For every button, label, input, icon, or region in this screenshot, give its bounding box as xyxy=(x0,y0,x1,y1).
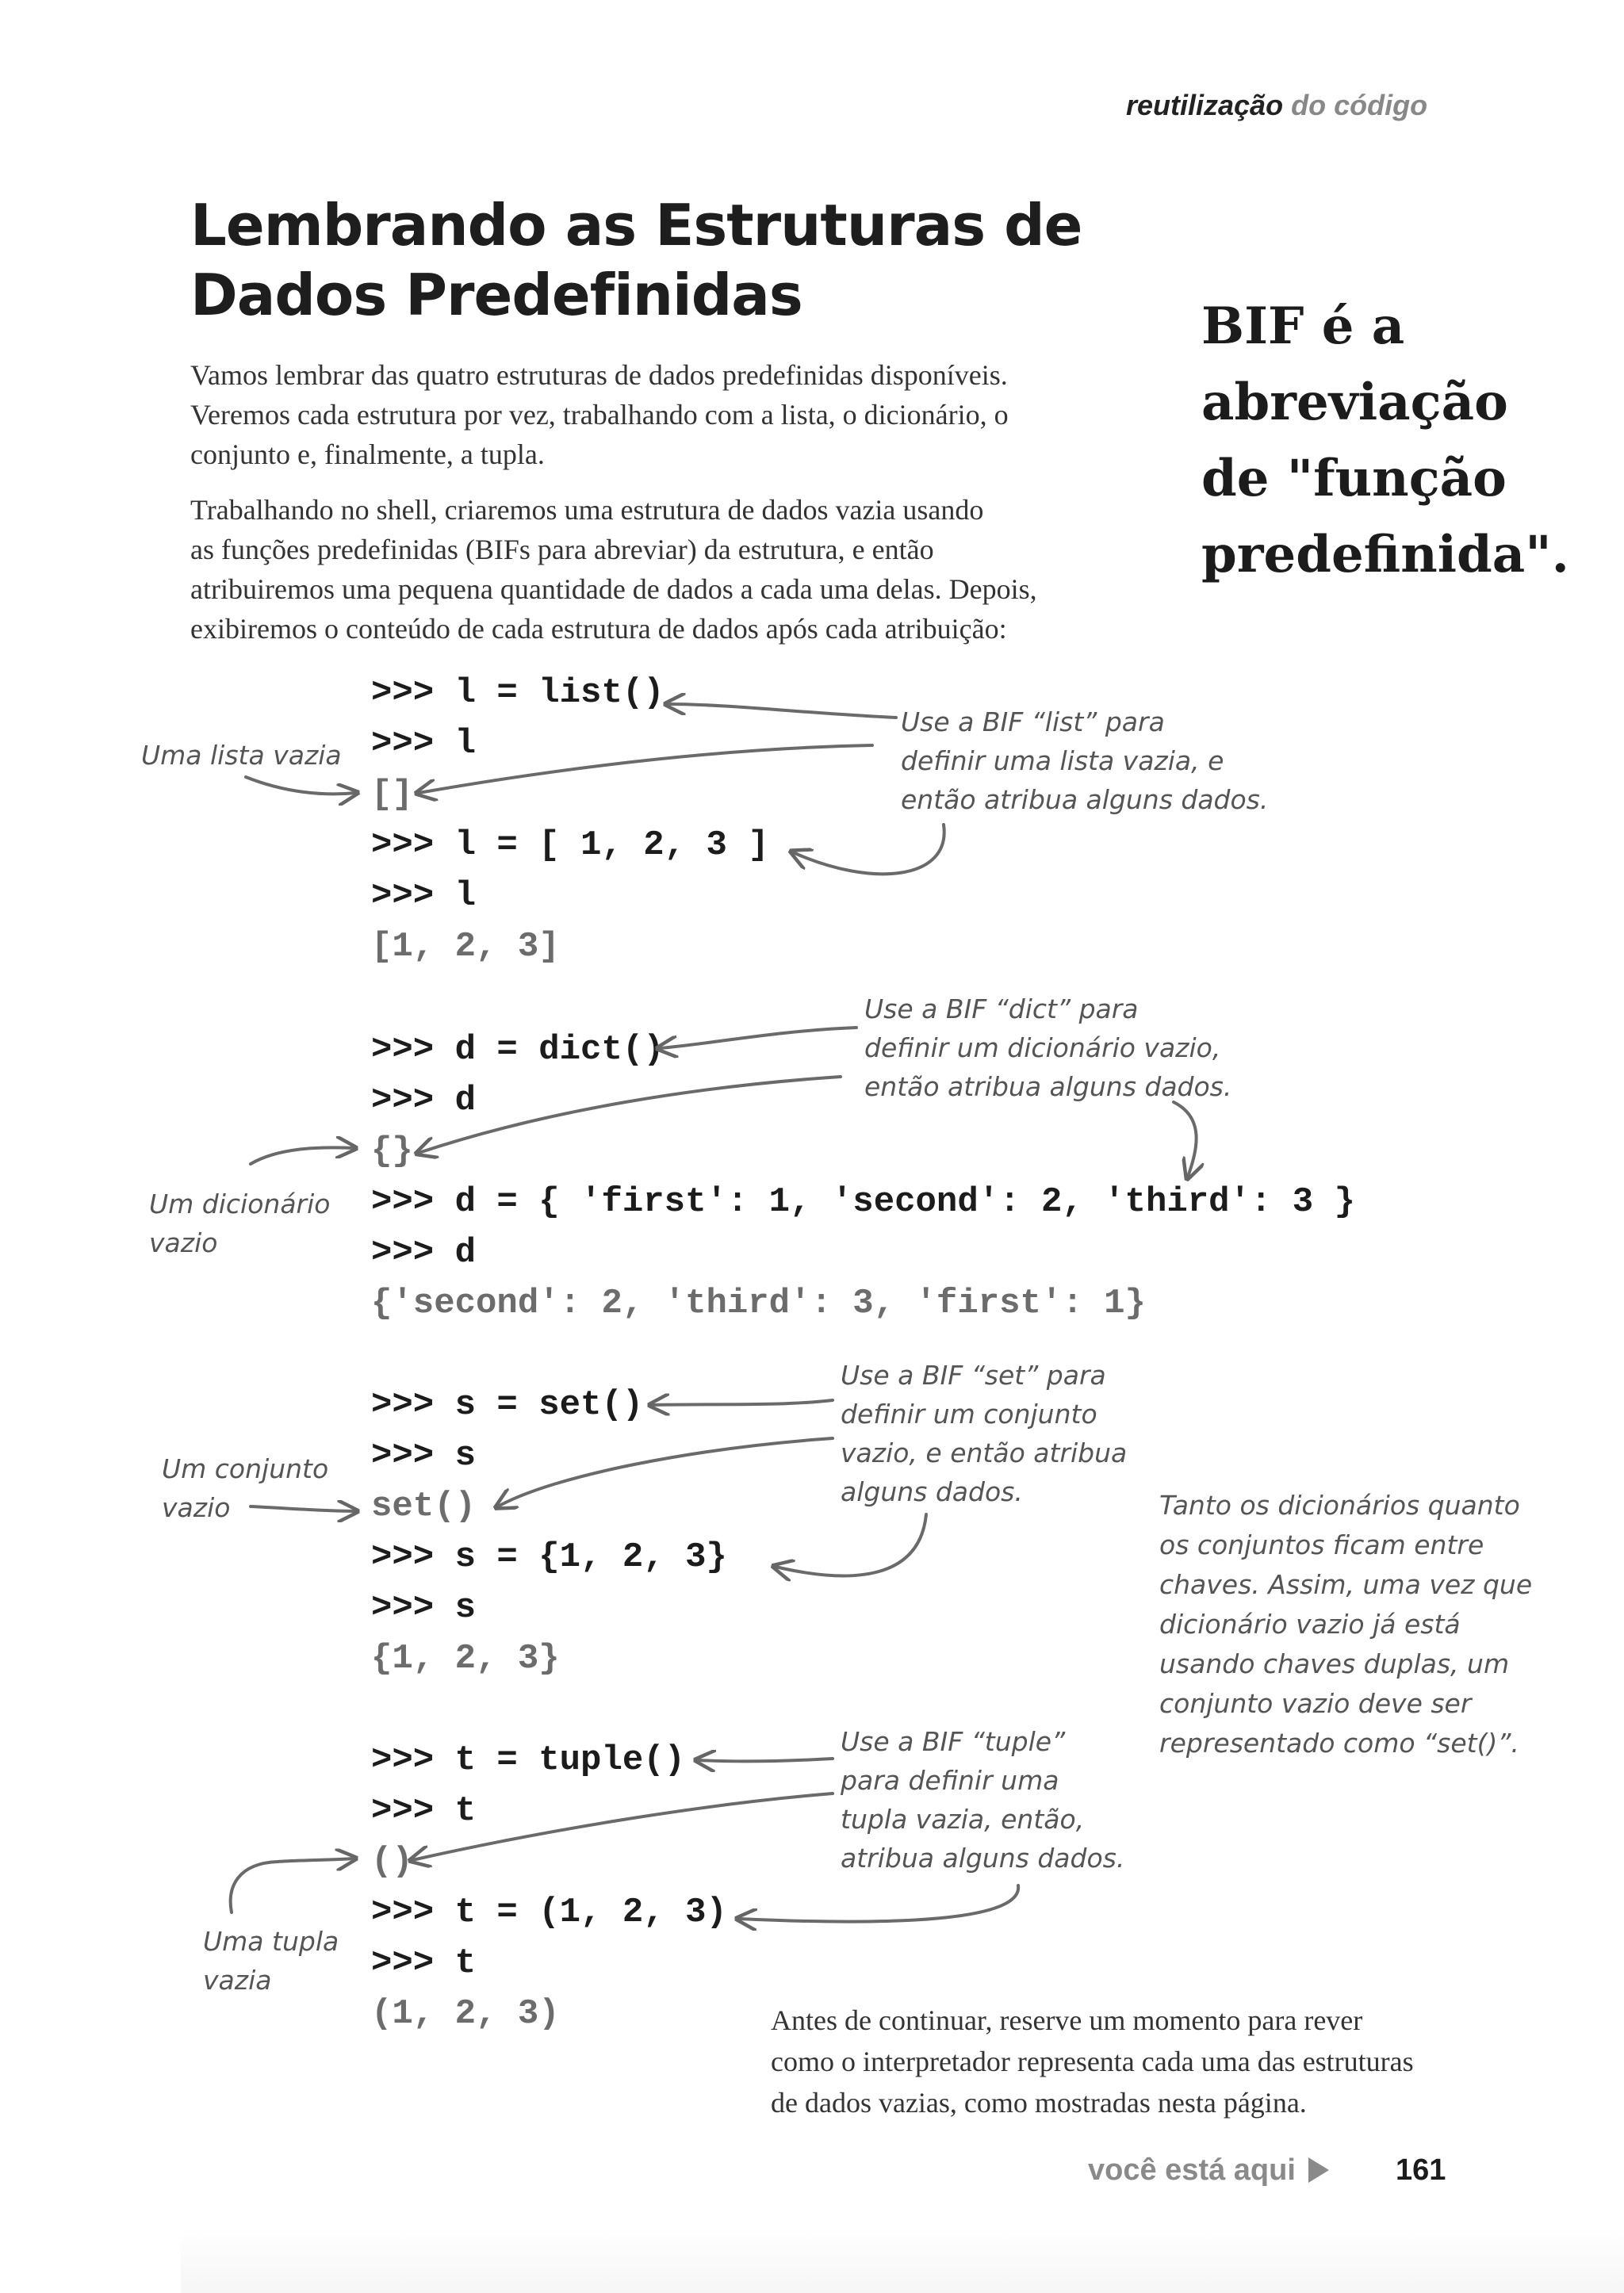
code-output-line: {} xyxy=(371,1131,413,1171)
arrow-tuple-empty-left xyxy=(231,1859,354,1912)
text-line: conjunto e, finalmente, a tupla. xyxy=(190,438,545,470)
note-line: usando chaves duplas, um xyxy=(1159,1648,1510,1679)
code-input-line: >>> t = (1, 2, 3) xyxy=(371,1893,727,1932)
arrow-dict-bif xyxy=(660,1028,856,1048)
callout-line: de "função xyxy=(1201,449,1507,508)
note-line: dicionário vazio já está xyxy=(1159,1609,1461,1640)
closing-paragraph xyxy=(771,2000,1414,2123)
note-line: atribua alguns dados. xyxy=(841,1843,1125,1874)
arrow-set-empty-right xyxy=(498,1438,833,1506)
code-input-line: >>> s = {1, 2, 3} xyxy=(371,1537,727,1577)
note-line: Um conjunto xyxy=(162,1453,329,1484)
arrow-tuple-empty-right xyxy=(412,1793,833,1860)
title-line-1: Lembrando as Estruturas de xyxy=(190,192,1082,258)
note-line: vazio xyxy=(149,1227,218,1258)
text-line: Vamos lembrar das quatro estruturas de dados predefinidas disponíveis. xyxy=(190,359,1008,391)
text-line: Trabalhando no shell, criaremos uma estrutura de dados vazia usando xyxy=(190,494,984,526)
header-section-bold: reutilização xyxy=(1126,89,1284,121)
arrow-dict-empty-right xyxy=(419,1077,841,1153)
play-triangle-icon xyxy=(1308,2157,1329,2183)
footer-label: você está aqui xyxy=(1088,2153,1296,2187)
note-line: vazio, e então atribua xyxy=(841,1437,1128,1468)
code-input-line: >>> l xyxy=(371,876,477,916)
code-output-line: {'second': 2, 'third': 3, 'first': 1} xyxy=(371,1284,1146,1323)
code-output-line: {1, 2, 3} xyxy=(371,1639,560,1679)
code-output-line: () xyxy=(371,1842,413,1881)
code-input-line: >>> t xyxy=(371,1791,477,1831)
note-line: definir uma lista vazia, e xyxy=(901,745,1224,776)
arrow-set-bif xyxy=(652,1400,833,1405)
note-line: Um dicionário xyxy=(149,1189,331,1219)
arrow-dict-assign xyxy=(1174,1102,1197,1177)
note-line: Tanto os dicionários quanto xyxy=(1159,1490,1520,1521)
code-input-line: >>> s xyxy=(371,1436,477,1476)
note-line: chaves. Assim, uma vez que xyxy=(1159,1569,1533,1600)
arrow-list-assign xyxy=(793,825,944,874)
code-input-line: >>> t xyxy=(371,1943,477,1983)
note-line: tupla vazia, então, xyxy=(841,1804,1085,1835)
text-line: as funções predefinidas (BIFs para abreviar) da estrutura, e então xyxy=(190,534,934,565)
title-line-2: Dados Predefinidas xyxy=(190,262,802,328)
code-input-line: >>> t = tuple() xyxy=(371,1740,686,1780)
note-line: então atribua alguns dados. xyxy=(864,1071,1232,1102)
code-input-line: >>> l xyxy=(371,724,477,764)
arrow-dict-empty-left xyxy=(251,1147,354,1164)
code-input-line: >>> s xyxy=(371,1588,477,1628)
note-line: então atribua alguns dados. xyxy=(901,784,1269,815)
code-input-line: >>> l = list() xyxy=(371,673,665,713)
note-line: representado como “set()”. xyxy=(1159,1728,1519,1759)
code-output-line: set() xyxy=(371,1487,477,1526)
note-line: Use a BIF “tuple” xyxy=(841,1726,1066,1757)
arrow-tuple-bif xyxy=(698,1759,833,1761)
arrow-list-bif xyxy=(668,704,896,718)
note-line: os conjuntos ficam entre xyxy=(1159,1529,1484,1560)
code-input-line: >>> d = { 'first': 1, 'second': 2, 'third': 3 } xyxy=(371,1182,1356,1222)
code-input-line: >>> d = dict() xyxy=(371,1030,665,1070)
arrow-list-empty-right xyxy=(419,745,872,793)
text-line: Veremos cada estrutura por vez, trabalhando com a lista, o dicionário, o xyxy=(190,399,1009,431)
note-line: conjunto vazio deve ser xyxy=(1159,1688,1472,1719)
code-input-line: >>> l = [ 1, 2, 3 ] xyxy=(371,825,769,865)
text-line: de dados vazias, como mostradas nesta página. xyxy=(771,2087,1307,2119)
arrow-list-empty-left xyxy=(246,777,355,794)
code-output-line: [] xyxy=(371,775,413,814)
text-line: Antes de continuar, reserve um momento para rever xyxy=(771,2004,1363,2036)
text-line: exibiremos o conteúdo de cada estrutura de dados após cada atribuição: xyxy=(190,613,1007,645)
footer-you-are-here xyxy=(1088,2153,1329,2188)
text-line: atribuiremos uma pequena quantidade de dados a cada uma delas. Depois, xyxy=(190,573,1037,605)
page-number: 161 xyxy=(1396,2153,1446,2187)
note-line: alguns dados. xyxy=(841,1476,1023,1507)
code-output-line: (1, 2, 3) xyxy=(371,1994,560,2034)
note-line: definir um conjunto xyxy=(841,1399,1097,1430)
code-input-line: >>> d xyxy=(371,1081,477,1120)
code-input-line: >>> s = set() xyxy=(371,1385,644,1425)
note-line: Use a BIF “dict” para xyxy=(864,993,1139,1024)
note-line: para definir uma xyxy=(841,1765,1059,1796)
note-line: Use a BIF “list” para xyxy=(901,706,1165,737)
code-input-line: >>> d xyxy=(371,1233,477,1273)
header-section-rest: do código xyxy=(1291,89,1428,121)
callout-line: abreviação xyxy=(1201,373,1508,432)
note-line: Uma tupla xyxy=(203,1926,339,1957)
note-line: Use a BIF “set” para xyxy=(841,1360,1106,1391)
code-output-line: [1, 2, 3] xyxy=(371,927,560,967)
callout-line: BIF é a xyxy=(1201,297,1405,356)
note-line: vazia xyxy=(203,1965,272,1996)
arrow-set-assign xyxy=(776,1514,926,1575)
note-line: vazio xyxy=(162,1492,231,1523)
arrow-tuple-assign xyxy=(739,1885,1018,1922)
note-line: Uma lista vazia xyxy=(141,740,342,771)
note-line: definir um dicionário vazio, xyxy=(864,1032,1221,1063)
arrow-set-empty-left xyxy=(251,1506,355,1511)
callout-line: predefinida". xyxy=(1201,525,1569,584)
text-line: como o interpretador representa cada uma das estruturas xyxy=(771,2046,1414,2077)
